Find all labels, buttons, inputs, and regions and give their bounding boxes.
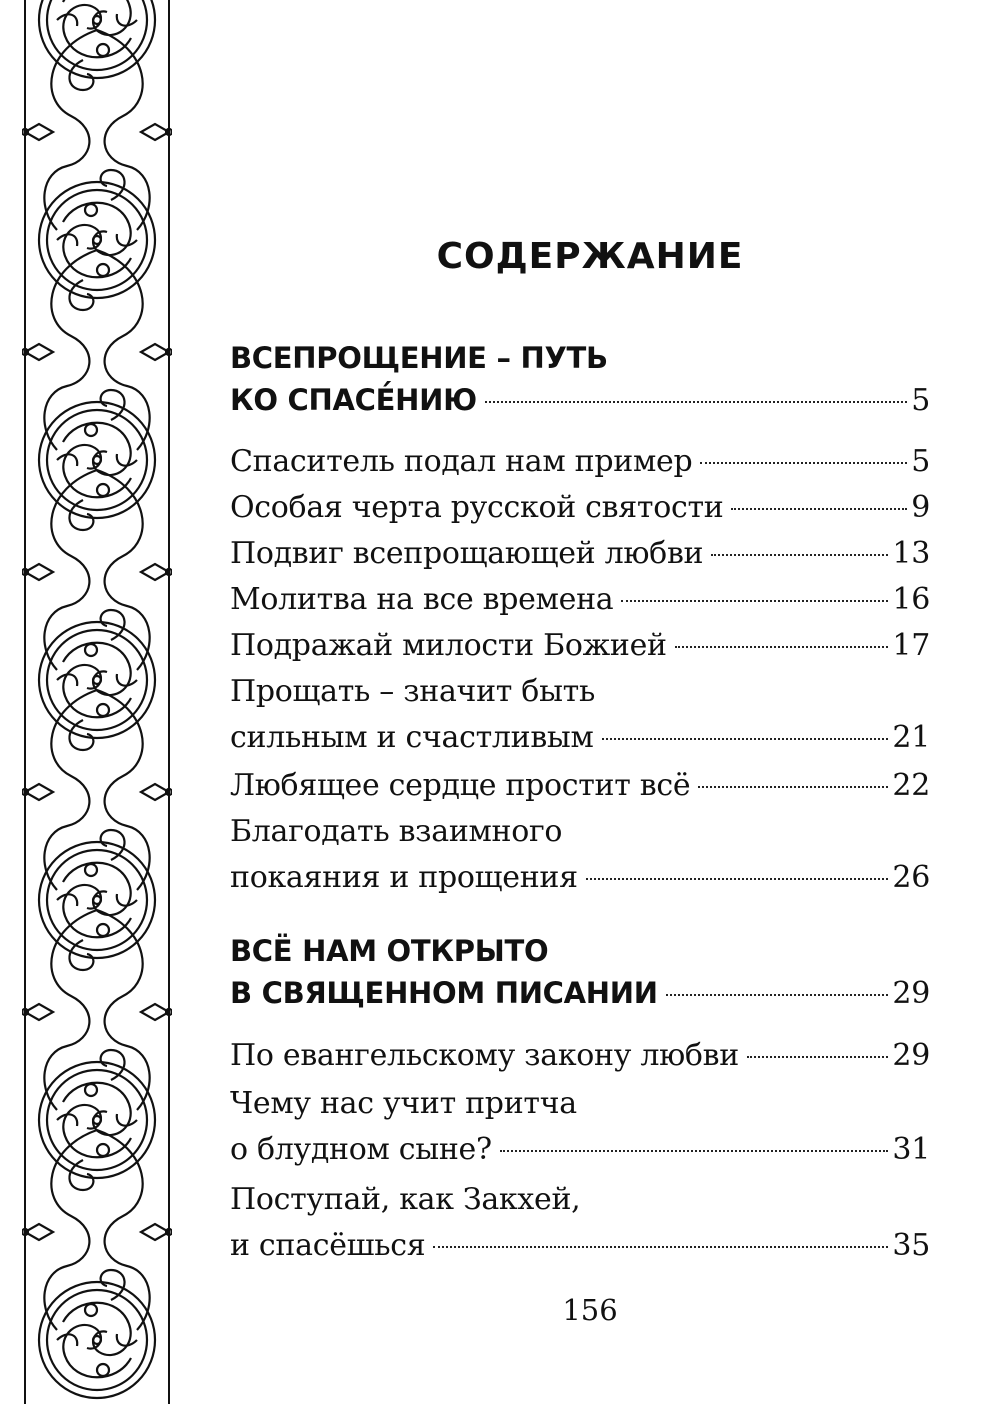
section-title-line: ВСЕПРОЩЕНИЕ – ПУТЬ	[230, 341, 608, 375]
entry-title-line: о блудном сыне?	[230, 1132, 492, 1167]
entry-page-number: 31	[892, 1132, 930, 1167]
dot-leader	[675, 646, 889, 648]
toc-entry	[230, 485, 930, 531]
dot-leader	[747, 1056, 888, 1058]
dot-leader	[500, 1150, 889, 1152]
entry-page-number: 26	[892, 860, 930, 895]
entry-page-number: 9	[911, 490, 930, 525]
toc-entry	[230, 623, 930, 669]
dot-leader	[621, 600, 888, 602]
toc-entry	[230, 809, 930, 901]
entry-page-number: 21	[892, 720, 930, 755]
ornamental-border	[22, 0, 172, 1404]
entry-title: Молитва на все времена	[230, 582, 614, 617]
dot-leader	[698, 786, 888, 788]
entry-title-line: Прощать – значит быть	[230, 674, 595, 709]
toc-entry	[230, 1177, 930, 1269]
entry-page-number: 5	[911, 444, 930, 479]
entry-page-number: 35	[892, 1228, 930, 1263]
entry-page-number: 17	[892, 628, 930, 663]
dot-leader	[666, 994, 889, 996]
entry-page-number: 22	[892, 768, 930, 803]
section-title-line: ВСЁ НАМ ОТКРЫТО	[230, 934, 549, 968]
entry-title: Спаситель подал нам пример	[230, 444, 693, 479]
toc-entry	[230, 531, 930, 577]
toc-entry	[230, 763, 930, 809]
dot-leader	[711, 554, 888, 556]
section-title-line: В СВЯЩЕННОМ ПИСАНИИ	[230, 976, 658, 1010]
page-number: 156	[562, 1293, 618, 1327]
entry-page-number: 16	[892, 582, 930, 617]
dot-leader	[433, 1246, 888, 1248]
page-title: СОДЕРЖАНИЕ	[436, 236, 744, 277]
dot-leader	[586, 878, 889, 880]
dot-leader	[700, 462, 907, 464]
dot-leader	[602, 738, 889, 740]
entry-title: Подражай милости Божией	[230, 628, 667, 663]
entry-title-line: Чему нас учит притча	[230, 1086, 577, 1121]
section-page-number: 29	[892, 976, 930, 1011]
toc-entry	[230, 669, 930, 761]
entry-title-line: Благодать взаимного	[230, 814, 563, 849]
toc-entry	[230, 1081, 930, 1173]
toc-entry	[230, 439, 930, 485]
section-title-line: КО СПАСЕ́НИЮ	[230, 383, 477, 417]
entry-title: Подвиг всепрощающей любви	[230, 536, 704, 571]
entry-title-line: Поступай, как Закхей,	[230, 1182, 581, 1217]
entry-title-line: покаяния и прощения	[230, 860, 578, 895]
entry-title: По евангельскому закону любви	[230, 1038, 739, 1073]
section-page-number: 5	[911, 383, 930, 418]
toc-entry	[230, 1033, 930, 1079]
entry-title-line: и спасёшься	[230, 1228, 426, 1263]
toc-section-heading	[230, 930, 930, 1015]
toc-section-heading	[230, 337, 930, 422]
entry-page-number: 13	[892, 536, 930, 571]
toc-entry	[230, 577, 930, 623]
entry-title: Особая черта русской святости	[230, 490, 724, 525]
entry-page-number: 29	[892, 1038, 930, 1073]
entry-title-line: сильным и счастливым	[230, 720, 594, 755]
entry-title: Любящее сердце простит всё	[230, 768, 691, 803]
dot-leader	[731, 508, 907, 510]
dot-leader	[485, 401, 907, 403]
